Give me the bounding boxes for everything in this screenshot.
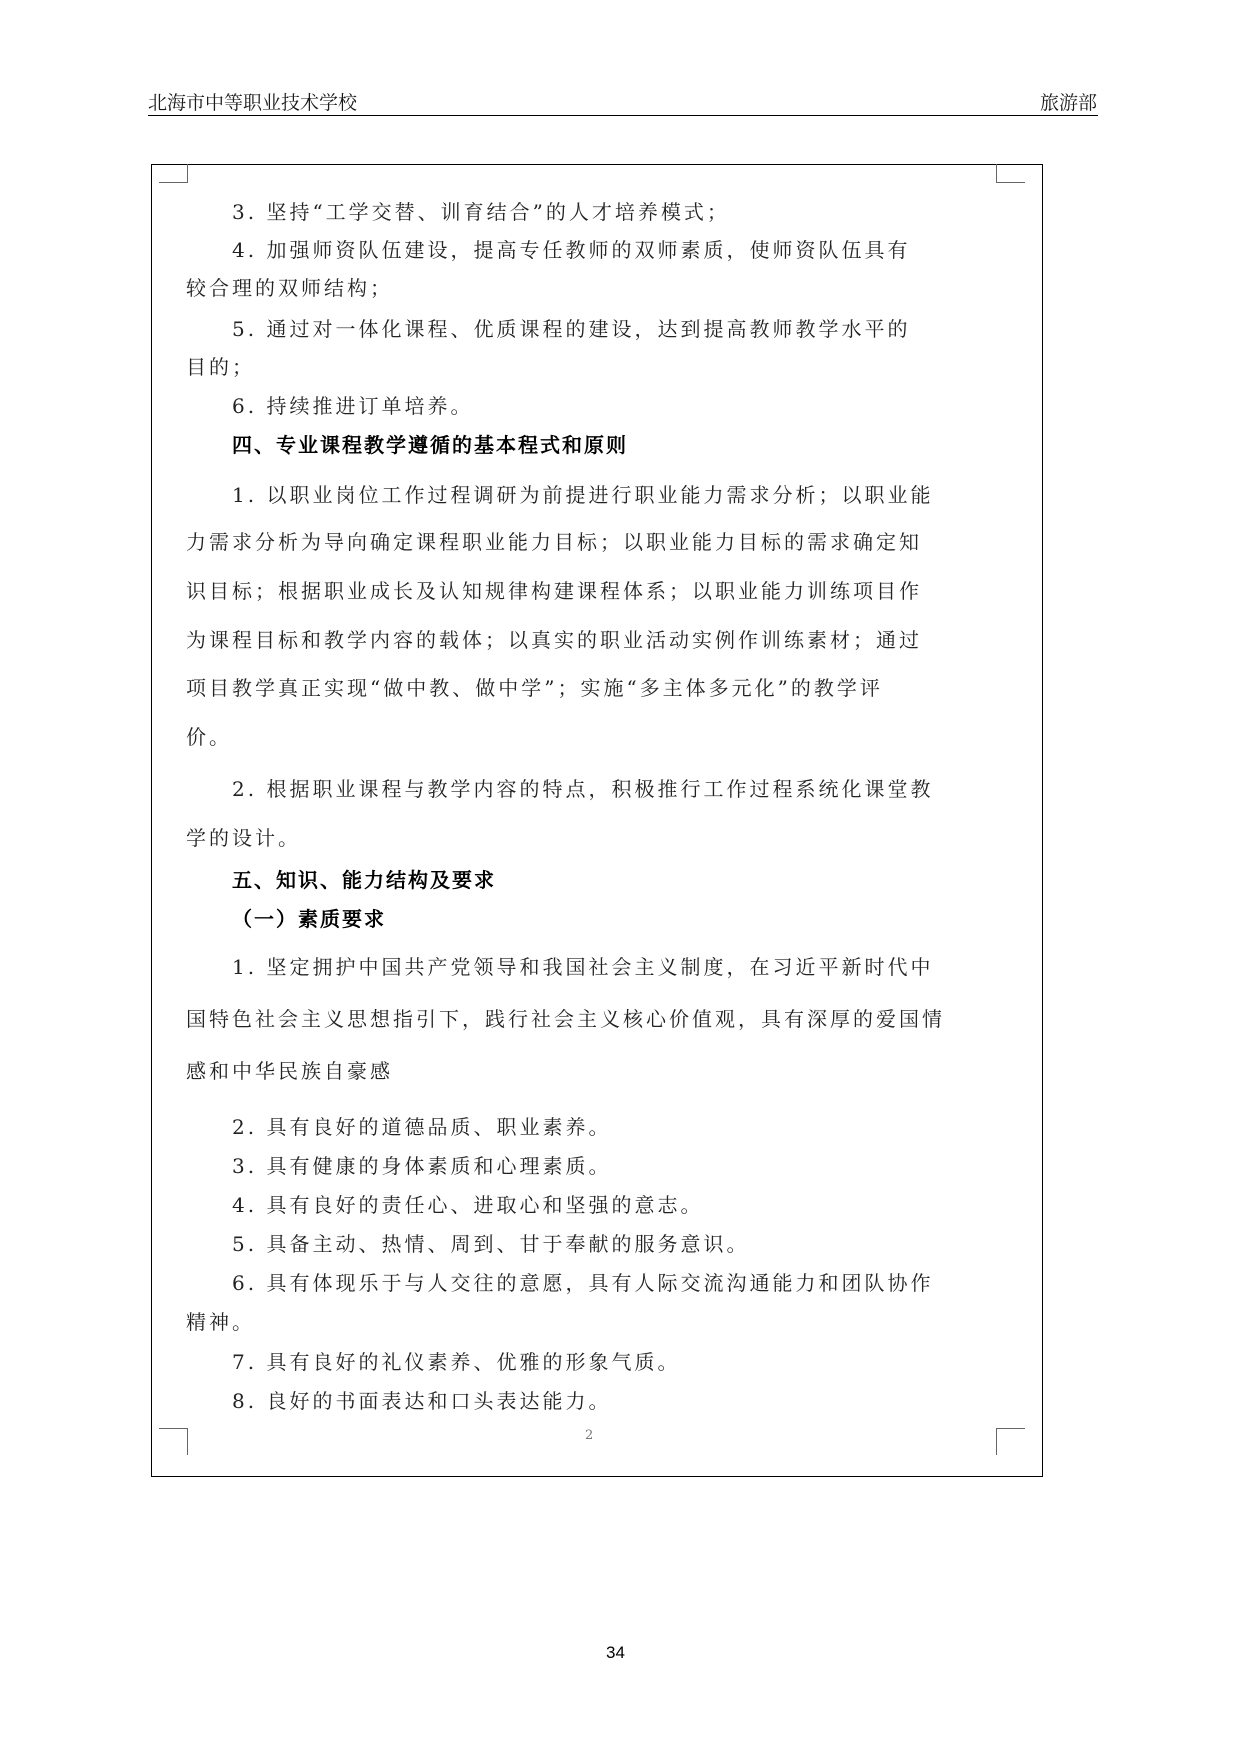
body-line: 力需求分析为导向确定课程职业能力目标；以职业能力目标的需求确定知: [186, 530, 922, 554]
crop-mark-bottom-right: [996, 1428, 1025, 1455]
body-line: 1. 以职业岗位工作过程调研为前提进行职业能力需求分析；以职业能: [232, 483, 934, 507]
page-header-right: 旅游部: [1039, 92, 1097, 114]
page-number: 34: [606, 1643, 625, 1662]
inner-page-number: 2: [585, 1428, 594, 1443]
body-line: 2. 具有良好的道德品质、职业素养。: [232, 1115, 612, 1139]
body-line: 识目标；根据职业成长及认知规律构建课程体系；以职业能力训练项目作: [186, 579, 922, 603]
body-line: 6. 具有体现乐于与人交往的意愿，具有人际交流沟通能力和团队协作: [232, 1271, 934, 1295]
section-heading: 四、专业课程教学遵循的基本程式和原则: [232, 433, 628, 457]
body-line: 国特色社会主义思想指引下，践行社会主义核心价值观，具有深厚的爱国情: [186, 1007, 945, 1031]
body-line: 为课程目标和教学内容的载体；以真实的职业活动实例作训练素材；通过: [186, 628, 922, 652]
body-line: 2. 根据职业课程与教学内容的特点，积极推行工作过程系统化课堂教: [232, 777, 934, 801]
body-line: 5. 通过对一体化课程、优质课程的建设，达到提高教师教学水平的: [232, 317, 911, 341]
crop-mark-top-left: [159, 164, 188, 183]
page-header-left: 北海市中等职业技术学校: [148, 92, 358, 114]
body-line: 5. 具备主动、热情、周到、甘于奉献的服务意识。: [232, 1232, 750, 1256]
body-line: 3. 具有健康的身体素质和心理素质。: [232, 1154, 612, 1178]
crop-mark-top-right: [996, 164, 1025, 183]
subsection-heading: （一）素质要求: [232, 907, 386, 931]
body-line: 7. 具有良好的礼仪素养、优雅的形象气质。: [232, 1350, 681, 1374]
body-line: 精神。: [186, 1310, 255, 1334]
header-rule: [148, 115, 1098, 116]
body-line: 4. 具有良好的责任心、进取心和坚强的意志。: [232, 1193, 704, 1217]
body-line: 较合理的双师结构；: [186, 276, 393, 300]
body-line: 项目教学真正实现“做中教、做中学”；实施“多主体多元化”的教学评: [186, 676, 883, 700]
body-line: 1. 坚定拥护中国共产党领导和我国社会主义制度，在习近平新时代中: [232, 955, 934, 979]
body-line: 4. 加强师资队伍建设，提高专任教师的双师素质，使师资队伍具有: [232, 238, 911, 262]
body-line: 价。: [186, 725, 232, 749]
crop-mark-bottom-left: [159, 1428, 188, 1455]
body-line: 8. 良好的书面表达和口头表达能力。: [232, 1389, 612, 1413]
body-line: 6. 持续推进订单培养。: [232, 394, 474, 418]
body-line: 目的；: [186, 355, 255, 379]
body-line: 感和中华民族自豪感: [186, 1059, 393, 1083]
section-heading: 五、知识、能力结构及要求: [232, 868, 496, 892]
body-line: 3. 坚持“工学交替、训育结合”的人才培养模式；: [232, 200, 730, 224]
body-line: 学的设计。: [186, 826, 301, 850]
